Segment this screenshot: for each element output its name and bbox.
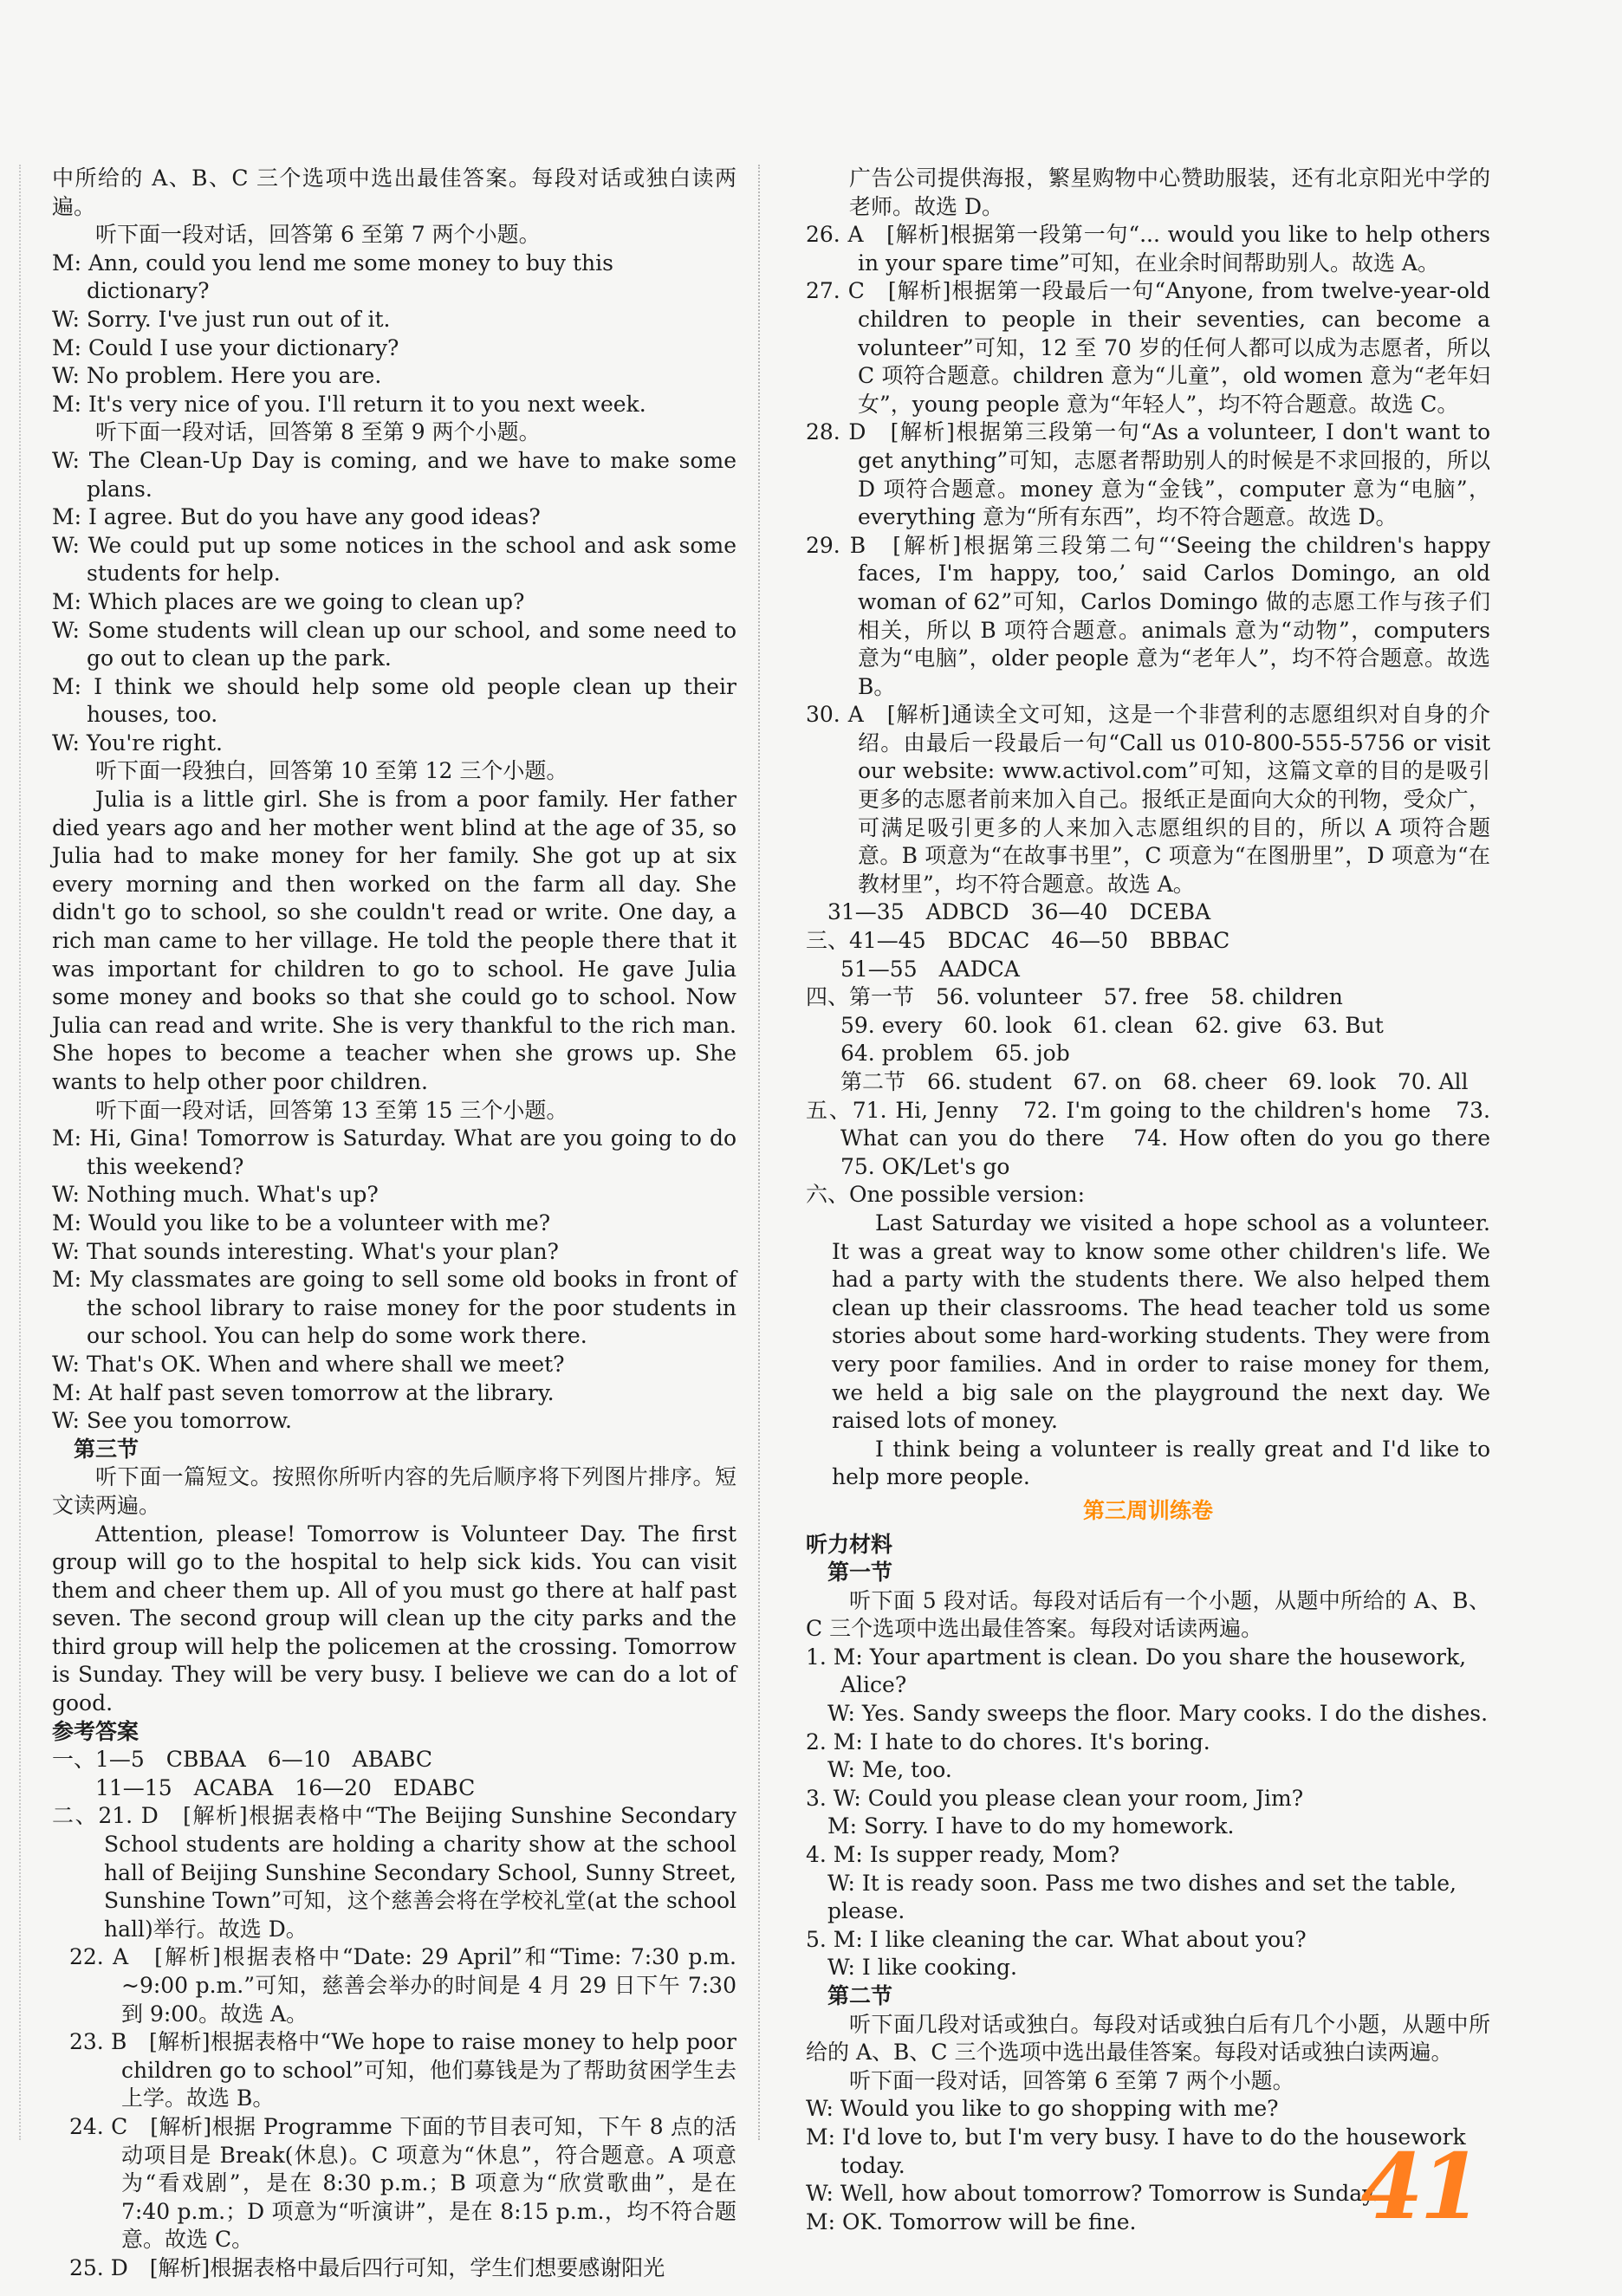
dialogue-line: M: I think we should help some old people clean up their houses, too. (52, 673, 736, 728)
dialogue-line: W: We could put up some notices in the school and ask some students for help. (52, 532, 736, 587)
column-divider (758, 165, 760, 2140)
dialogue-line: W: That's OK. When and where shall we meet? (52, 1351, 565, 1377)
dialogue-line: 4. M: Is supper ready, Mom? (806, 1842, 1120, 1868)
dialogue-line: M: Would you like to be a volunteer with me? (52, 1210, 551, 1236)
dialogue-3 (52, 1125, 736, 1436)
dialogue-line: M: Sorry. I have to do my homework. (827, 1813, 1235, 1839)
explanation-21: 二、21. D [解析]根据表格中“The Beijing Sunshine Secondary School students are holding a charity show at the school hall of Beijing Sunshine Secondary School, Sunny Street, Sunshine Town”可知，这个慈善会将在学校礼堂(at the school hall)举行。故选 D。 (52, 1803, 736, 1942)
answers-56-58: 四、第一节 56. volunteer 57. free 58. children (806, 984, 1343, 1010)
dialogue-line: W: Some students will clean up our school, and some need to go out to clean up the park. (52, 617, 736, 671)
prompt-10-12: 听下面一段独白，回答第 10 至第 12 三个小题。 (95, 758, 568, 784)
explanation-22: 22. A [解析]根据表格中“Date: 29 April”和“Time: 7:30 p.m. ~9:00 p.m.”可知，慈善会举办的时间是 4 月 29 日下午 7:30 到 9:00。故选 A。 (69, 1944, 736, 2027)
dialogue-line: W: See you tomorrow. (52, 1408, 292, 1434)
dialogue-line: 3. W: Could you please clean your room, Jim? (806, 1785, 1304, 1811)
explanation-27: 27. C [解析]根据第一段最后一句“Anyone, from twelve-year-old children to people in their seventies, can become a volunteer”可知，12 至 70 岁的任何人都可以成为志愿者，所以 C 项符合题意。children 意为“儿童”，old women 意为“老年妇女”，young people 意为“年轻人”，均不符合题意。故选 C。 (806, 278, 1490, 417)
dialogue-line: W: Nothing much. What's up? (52, 1182, 379, 1208)
dialogue-line: W: That sounds interesting. What's your plan? (52, 1238, 559, 1264)
explanation-29: 29. B [解析]根据第三段第二句“‘Seeing the children's happy faces, I'm happy, too,’ said Carlos Domingo, an old woman of 62”可知，Carlos Domingo 做的志愿工作与孩子们相关，所以 B 项符合题意。animals 意为“动物”，computers 意为“电脑”，older people 意为“老年人”，均不符合题意。故选 B。 (806, 532, 1490, 699)
dialogue-line: W: It is ready soon. Pass me two dishes and set the table, please. (827, 1870, 1457, 1924)
passage: Attention, please! Tomorrow is Volunteer Day. The first group will go to the hospital to help sick kids. You can visit them and cheer them up. All of you must go there at half past seven. The second group will clean up the city parks and the third group will help the policemen at the crossing. Tomorrow is Sunday. They will be very busy. I believe we can do a lot of good. (52, 1521, 736, 1716)
dialogue-line: M: Ann, could you lend me some money to buy this dictionary? (52, 250, 613, 304)
answers-66-70: 第二节 66. student 67. on 68. cheer 69. look 70. All (840, 1069, 1469, 1094)
listening-materials-title: 听力材料 (806, 1531, 893, 1557)
answers-64-65: 64. problem 65. job (840, 1041, 1070, 1067)
intro-tail: 中所给的 A、B、C 三个选项中选出最佳答案。每段对话或独白读两遍。 (52, 165, 736, 219)
dialogue-line: W: You're right. (52, 730, 223, 756)
week-3-dialogues-1-5 (806, 1644, 1490, 1982)
dialogue-line: W: Would you like to go shopping with me? (806, 2096, 1279, 2122)
monologue: Julia is a little girl. She is from a poor family. Her father died years ago and her mother went blind at the age of 35, so Julia had to make money for her family. She got up at six every morning and then worked on the farm all day. She didn't go to school, so she couldn't read or write. One day, a rich man came to her village. He told the people there that it was important for children to go to school. He gave Julia some money and books so that she could go to school. Now Julia can read and write. She is very thankful to the rich man. She hopes to become a teacher when she grows up. She wants to help other poor children. (52, 787, 736, 1094)
answers-71-75: 五、71. Hi, Jenny 72. I'm going to the children's home 73. What can you do there 74. How often do you go there 75. OK/Let's go (806, 1097, 1513, 1179)
section-1-title: 第一节 (827, 1560, 893, 1586)
prompt-8-9: 听下面一段对话，回答第 8 至第 9 两个小题。 (95, 419, 541, 445)
dialogue-line: W: No problem. Here you are. (52, 363, 382, 389)
left-column (52, 165, 736, 2283)
answers-1-10: 一、1—5 CBBAA 6—10 ABABC (52, 1747, 432, 1773)
dialogue-2 (52, 447, 736, 758)
week-3-title: 第三周训练卷 (1082, 1497, 1213, 1523)
sample-essay-para-1: Last Saturday we visited a hope school as a volunteer. It was a great way to know some other children's life. We had a party with the students there. We also helped them clean up their classrooms. The head teacher told us some stories about some hard-working students. They were from very poor families. And in order to raise money for them, we held a big sale on the playground the next day. We raised lots of money. (832, 1210, 1490, 1434)
prompt-6-7: 听下面一段对话，回答第 6 至第 7 两个小题。 (849, 2067, 1294, 2093)
writing-title: 六、One possible version: (806, 1182, 1086, 1208)
answers-51-55: 51—55 AADCA (840, 956, 1020, 982)
reference-answers-title: 参考答案 (52, 1718, 139, 1744)
page-number: 41 (1360, 2133, 1479, 2240)
dialogue-line: W: The Clean-Up Day is coming, and we have to make some plans. (52, 447, 736, 502)
answers-41-50: 三、41—45 BDCAC 46—50 BBBAC (806, 928, 1230, 954)
explanation-25-tail: 广告公司提供海报，繁星购物中心赞助服装，还有北京阳光中学的老师。故选 D。 (849, 165, 1490, 219)
right-column (806, 165, 1513, 2236)
dialogue-line: M: My classmates are going to sell some old books in front of the school library to raise money for the poor students in our school. You can help do some work there. (52, 1267, 736, 1349)
dialogue-line: W: Me, too. (827, 1757, 952, 1783)
dialogue-line: 5. M: I like cleaning the car. What about you? (806, 1926, 1307, 1952)
explanation-26: 26. A [解析]根据第一段第一句“... would you like to help others in your spare time”可知，在业余时间帮助别人。故选 A。 (806, 222, 1490, 276)
sample-essay-para-2: I think being a volunteer is really great and I'd like to help more people. (832, 1436, 1490, 1490)
explanation-25: 25. D [解析]根据表格中最后四行可知，学生们想要感谢阳光 (69, 2254, 665, 2280)
dialogue-1 (52, 250, 736, 419)
answers-31-40: 31—35 ADBCD 36—40 DCEBA (827, 899, 1211, 925)
left-margin-rule (19, 165, 21, 2140)
dialogue-line: M: It's very nice of you. I'll return it to you next week. (52, 391, 646, 417)
section-3-title: 第三节 (74, 1436, 139, 1462)
explanation-24: 24. C [解析]根据 Programme 下面的节目表可知，下午 8 点的活动项目是 Break(休息)。C 项意为“休息”，符合题意。A 项意为“看戏剧”，是在 8:30 p.m.；B 项意为“欣赏歌曲”，是在 7:40 p.m.；D 项意为“听演讲”，是在 8:15 p.m.，均不符合题意。故选 C。 (69, 2113, 736, 2253)
dialogue-line: M: Which places are we going to clean up? (52, 588, 525, 614)
prompt-13-15: 听下面一段对话，回答第 13 至第 15 三个小题。 (95, 1097, 568, 1123)
explanation-30: 30. A [解析]通读全文可知，这是一个非营利的志愿组织对自身的介绍。由最后一段最后一句“Call us 010-800-555-5756 or visit our website: www.activol.com”可知，这篇文章的目的是吸引更多的志愿者前来加入自己。报纸正是面向大众的刊物，受众广，可满足吸引更多的人来加入志愿组织的目的，所以 A 项符合题意。B 项意为“在故事书里”，C 项意为“在图册里”，D 项意为“在教材里”，均不符合题意。故选 A。 (806, 702, 1490, 897)
prompt-6-7: 听下面一段对话，回答第 6 至第 7 两个小题。 (95, 222, 541, 248)
dialogue-line: M: Hi, Gina! Tomorrow is Saturday. What are you going to do this weekend? (52, 1125, 736, 1179)
dialogue-line: W: Well, how about tomorrow? Tomorrow is Sunday. (806, 2181, 1379, 2207)
dialogue-line: M: I'd love to, but I'm very busy. I have to do the housework today. (806, 2124, 1466, 2178)
answers-59-63: 59. every 60. look 61. clean 62. give 63. But (840, 1012, 1384, 1038)
answers-11-20: 11—15 ACABA 16—20 EDABC (95, 1774, 476, 1800)
section-3-instructions: 听下面一篇短文。按照你所听内容的先后顺序将下列图片排序。短文读两遍。 (52, 1464, 736, 1518)
section-2-title: 第二节 (827, 1983, 893, 2008)
dialogue-line: M: OK. Tomorrow will be fine. (806, 2208, 1137, 2234)
section-1-instructions: 听下面 5 段对话。每段对话后有一个小题，从题中所给的 A、B、C 三个选项中选出最佳答案。每段对话读两遍。 (806, 1587, 1490, 1642)
dialogue-line: M: Could I use your dictionary? (52, 334, 399, 360)
explanation-23: 23. B [解析]根据表格中“We hope to raise money to help poor children go to school”可知，他们募钱是为了帮助贫困学生去上学。故选 B。 (69, 2029, 736, 2111)
dialogue-line: W: I like cooking. (827, 1955, 1017, 1981)
explanation-28: 28. D [解析]根据第三段第一句“As a volunteer, I don't want to get anything”可知，志愿者帮助别人的时候是不求回报的，所以 D 项符合题意。money 意为“金钱”，computer 意为“电脑”，everything 意为“所有东西”，均不符合题意。故选 D。 (806, 419, 1490, 530)
dialogue-line: M: I agree. But do you have any good ideas? (52, 504, 541, 530)
dialogue-line: M: At half past seven tomorrow at the library. (52, 1379, 555, 1405)
dialogue-line: W: Yes. Sandy sweeps the floor. Mary cooks. I do the dishes. (827, 1701, 1489, 1727)
section-2-instructions: 听下面几段对话或独白。每段对话或独白后有几个小题，从题中所给的 A、B、C 三个选项中选出最佳答案。每段对话或独白读两遍。 (806, 2011, 1490, 2066)
dialogue-line: 2. M: I hate to do chores. It's boring. (806, 1728, 1210, 1754)
dialogue-line: 1. M: Your apartment is clean. Do you share the housework, Alice? (806, 1644, 1467, 1698)
dialogue-line: W: Sorry. I've just run out of it. (52, 306, 391, 332)
